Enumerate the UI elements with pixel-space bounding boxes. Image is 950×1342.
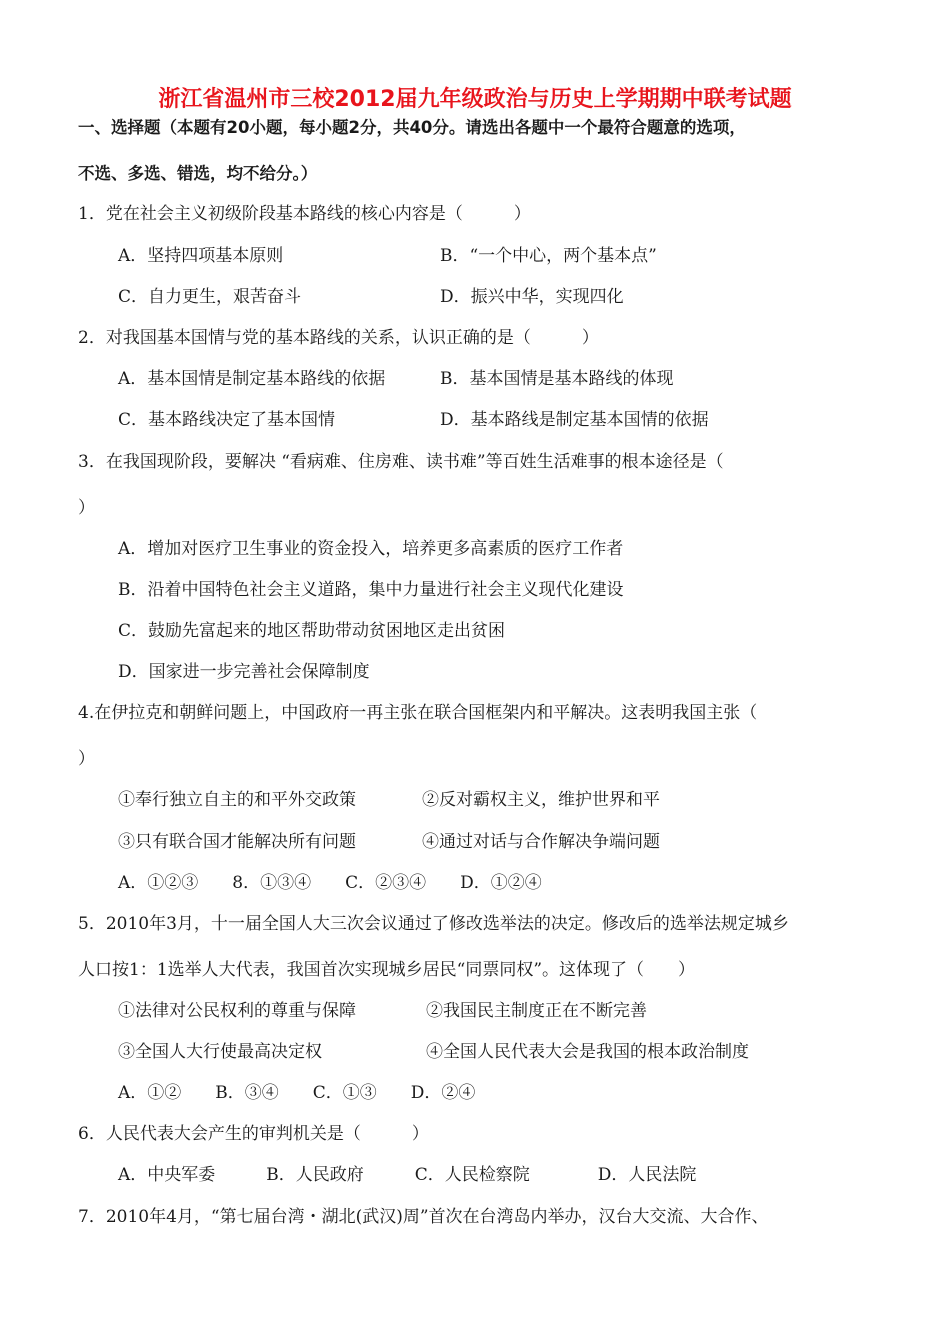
question-4-item-4: ④通过对话与合作解决争端问题 <box>422 832 660 852</box>
question-1-option-b <box>440 244 657 268</box>
question-1-stem: 1．党在社会主义初级阶段基本路线的核心内容是（ ） <box>78 204 531 224</box>
question-5-item-2: ②我国民主制度正在不断完善 <box>426 1001 647 1021</box>
question-1-option-b-text: B．“一个中心，两个基本点” <box>440 246 657 266</box>
page-title: 浙江省温州市三校2012届九年级政治与历史上学期期中联考试题 <box>158 87 792 112</box>
question-2-stem: 2．对我国基本国情与党的基本路线的关系，认识正确的是（ ） <box>78 328 599 348</box>
question-4-item-3: ③只有联合国才能解决所有问题 <box>118 832 356 852</box>
question-3-option-b: B．沿着中国特色社会主义道路，集中力量进行社会主义现代化建设 <box>118 580 624 600</box>
section-heading-line-2: 不选、多选、错选，均不给分。） <box>78 164 318 183</box>
question-4-answers: A．①②③ 8．①③④ C．②③④ D．①②④ <box>118 873 542 893</box>
question-5-stem: 5．2010年3月，十一届全国人大三次会议通过了修改选举法的决定。修改后的选举法规定城乡 <box>78 914 789 934</box>
question-4-stem: 4.在伊拉克和朝鲜问题上，中国政府一再主张在联合国框架内和平解决。这表明我国主张（ <box>78 703 758 723</box>
question-1-option-a: A．坚持四项基本原则 <box>118 246 284 266</box>
question-5-stem-continued: 人口按1：1选举人大代表，我国首次实现城乡居民“同票同权”。这体现了（ ） <box>78 960 696 980</box>
question-3-option-a: A．增加对医疗卫生事业的资金投入，培养更多高素质的医疗工作者 <box>118 539 624 559</box>
question-3-stem: 3．在我国现阶段，要解决 “看病难、住房难、读书难”等百姓生活难事的根本途径是（ <box>78 452 724 472</box>
question-3-option-c: C．鼓励先富起来的地区帮助带动贫困地区走出贫困 <box>118 621 506 641</box>
question-4-item-2: ②反对霸权主义，维护世界和平 <box>422 790 660 810</box>
question-5-answers: A．①② B．③④ C．①③ D．②④ <box>118 1083 476 1103</box>
question-2-option-d: D．基本路线是制定基本国情的依据 <box>440 410 709 430</box>
question-1-option-c: C．自力更生，艰苦奋斗 <box>118 287 302 307</box>
question-5-item-4: ④全国人民代表大会是我国的根本政治制度 <box>426 1042 749 1062</box>
question-4-stem-continued: ） <box>78 749 95 769</box>
question-3-stem-continued: ） <box>78 498 95 518</box>
question-1-option-d: D．振兴中华，实现四化 <box>440 287 624 307</box>
question-6-answers: A．中央军委 B．人民政府 C．人民检察院 D．人民法院 <box>118 1165 697 1185</box>
question-2-option-b: B．基本国情是基本路线的体现 <box>440 369 674 389</box>
section-heading-line-1: 一、选择题（本题有20小题，每小题2分，共40分。请选出各题中一个最符合题意的选项， <box>78 118 746 137</box>
question-5-item-3: ③全国人大行使最高决定权 <box>118 1042 322 1062</box>
question-2-option-c: C．基本路线决定了基本国情 <box>118 410 336 430</box>
question-3-option-d: D．国家进一步完善社会保障制度 <box>118 662 370 682</box>
question-4-item-1: ①奉行独立自主的和平外交政策 <box>118 790 356 810</box>
question-7-stem: 7．2010年4月，“第七届台湾・湖北(武汉)周”首次在台湾岛内举办，汉台大交流、大合作、 <box>78 1207 769 1227</box>
question-5-item-1: ①法律对公民权利的尊重与保障 <box>118 1001 356 1021</box>
question-6-stem: 6．人民代表大会产生的审判机关是（ ） <box>78 1124 429 1144</box>
question-2-option-a: A．基本国情是制定基本路线的依据 <box>118 369 386 389</box>
